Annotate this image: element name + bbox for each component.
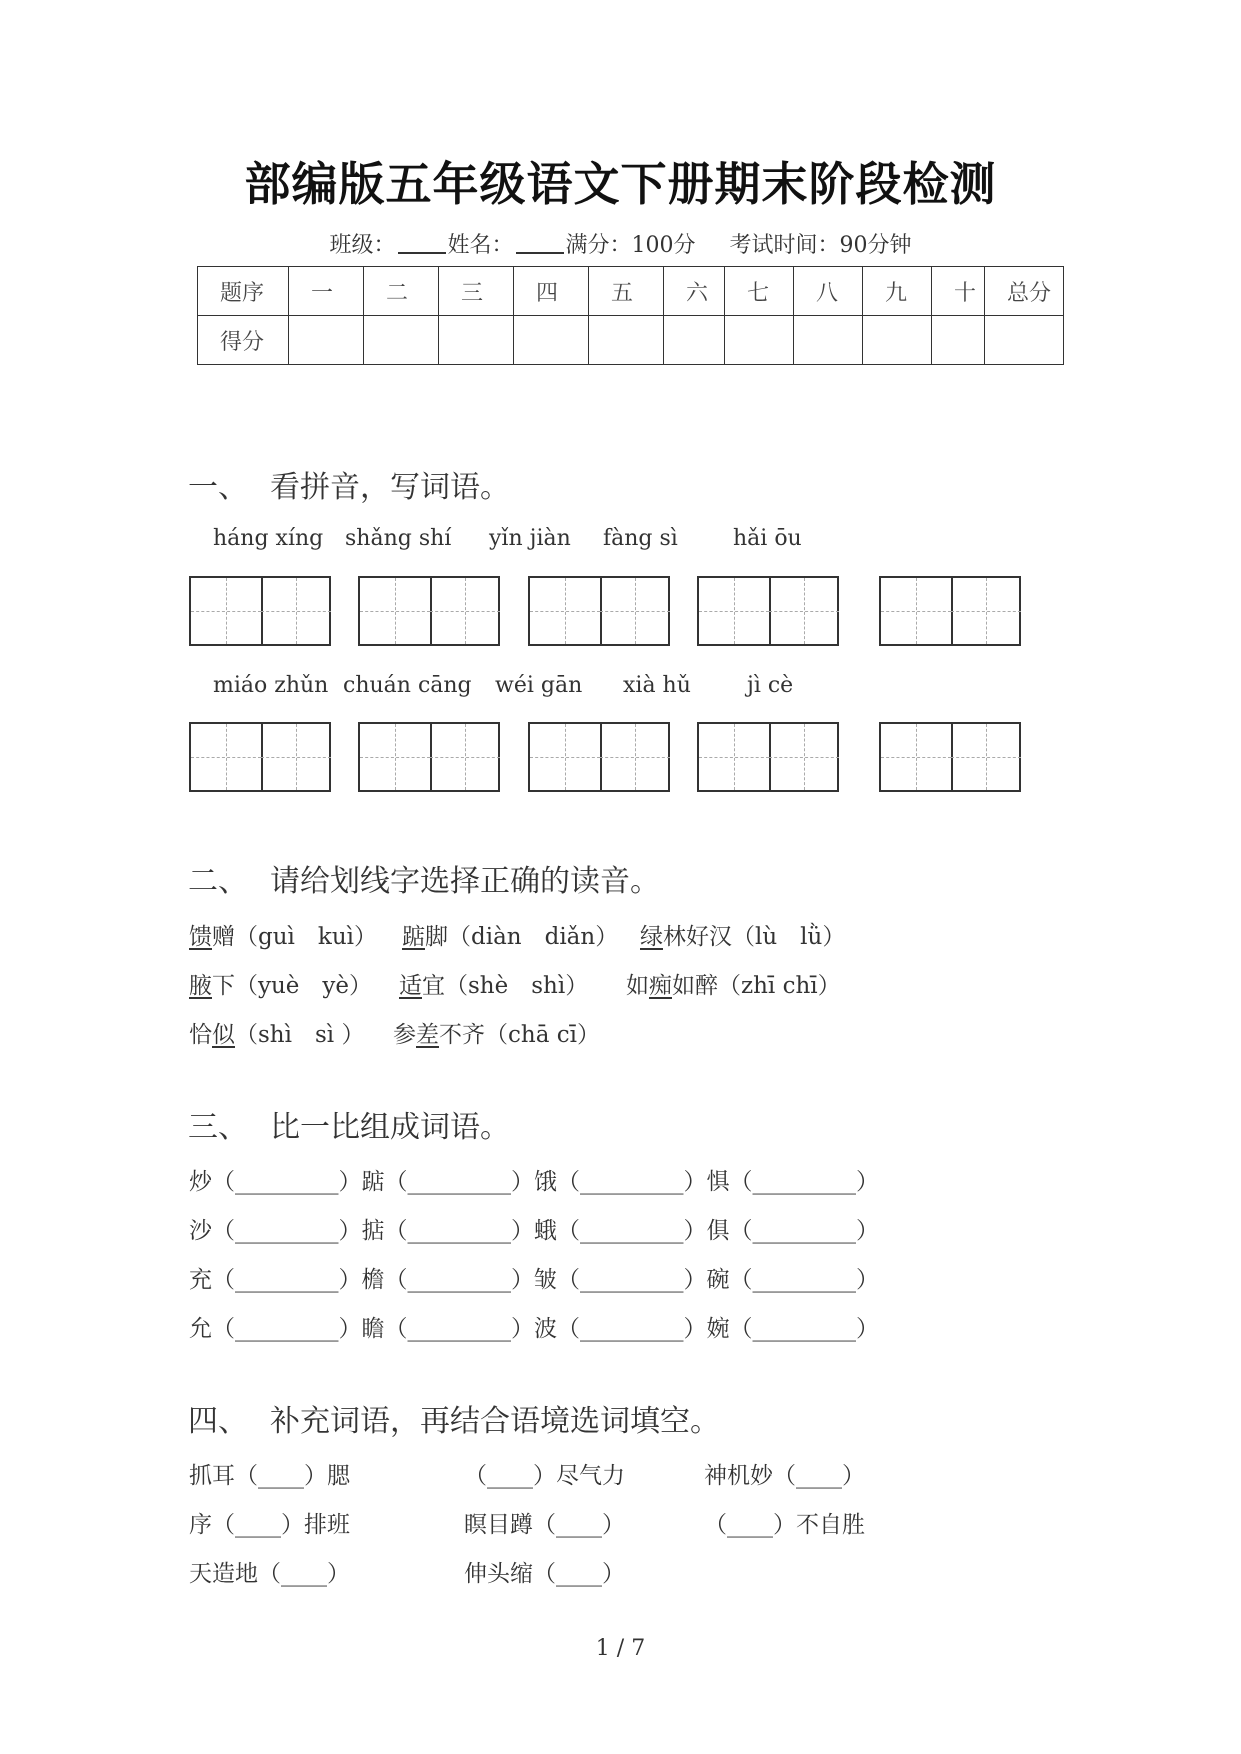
underlined-char: 馈	[189, 924, 212, 950]
writing-grid[interactable]	[189, 576, 331, 646]
class-blank[interactable]	[398, 232, 446, 254]
underlined-char: 踮	[402, 924, 425, 950]
reading-item: 绿林好汉（lù lǜ）	[640, 924, 846, 950]
reading-item: 适宜（shè shì）	[399, 973, 589, 999]
score-cell[interactable]	[794, 316, 863, 365]
reading-item: 馈赠（guì kuì）	[189, 924, 377, 950]
section-heading: 比一比组成词语。	[270, 1110, 510, 1145]
score-cell[interactable]	[863, 316, 932, 365]
pinyin: háng xíng	[213, 526, 324, 551]
score-table	[197, 266, 1064, 365]
section-2-title	[188, 856, 660, 900]
class-label: 班级：	[329, 233, 396, 258]
word-formation-row[interactable]: 充（_________）檐（_________）皱（_________）碗（_________）	[189, 1267, 879, 1293]
underlined-char: 痴	[649, 973, 672, 999]
idiom-item[interactable]: 序（____）排班	[189, 1512, 350, 1538]
writing-grid[interactable]	[697, 576, 839, 646]
exam-info	[0, 228, 1241, 259]
writing-grid[interactable]	[528, 722, 670, 792]
score-cell[interactable]	[932, 316, 985, 365]
writing-grid[interactable]	[358, 576, 500, 646]
score-cell[interactable]	[439, 316, 514, 365]
header-cell: 七	[725, 267, 794, 316]
writing-grid[interactable]	[189, 722, 331, 792]
underlined-char: 绿	[640, 924, 663, 950]
score-cell[interactable]	[289, 316, 364, 365]
writing-grid[interactable]	[879, 576, 1021, 646]
pinyin: jì cè	[747, 673, 794, 698]
word-formation-row[interactable]: 炒（_________）踮（_________）饿（_________）惧（_________）	[189, 1169, 879, 1195]
exam-time: 考试时间：90分钟	[729, 233, 912, 258]
header-cell: 十	[932, 267, 985, 316]
header-cell: 九	[863, 267, 932, 316]
idiom-item[interactable]: （____）不自胜	[704, 1512, 865, 1538]
name-blank[interactable]	[516, 232, 564, 254]
page-title: 部编版五年级语文下册期末阶段检测	[244, 157, 997, 211]
pinyin: chuán cāng	[343, 673, 472, 698]
section-3-title	[188, 1102, 510, 1146]
underlined-char: 差	[416, 1022, 439, 1048]
pinyin: fàng sì	[603, 526, 678, 551]
writing-grid[interactable]	[879, 722, 1021, 792]
section-heading: 请给划线字选择正确的读音。	[270, 864, 660, 899]
section-number: 一、	[188, 470, 248, 505]
idiom-item[interactable]: 伸头缩（____）	[464, 1561, 625, 1587]
underlined-char: 似	[212, 1022, 235, 1048]
score-table-row	[198, 316, 1064, 365]
section-heading: 看拼音，写词语。	[270, 470, 510, 505]
score-cell[interactable]	[664, 316, 725, 365]
pinyin: miáo zhǔn	[213, 673, 329, 698]
header-cell: 四	[514, 267, 589, 316]
underlined-char: 适	[399, 973, 422, 999]
header-cell: 一	[289, 267, 364, 316]
reading-item: 如痴如醉（zhī chī）	[626, 973, 841, 999]
reading-item: 踮脚（diàn diǎn）	[402, 924, 619, 950]
section-4-title	[188, 1396, 720, 1440]
word-formation-row[interactable]: 允（_________）瞻（_________）波（_________）婉（_________）	[189, 1316, 879, 1342]
underlined-char: 腋	[189, 973, 212, 999]
writing-grid[interactable]	[697, 722, 839, 792]
score-cell[interactable]	[985, 316, 1064, 365]
idiom-item[interactable]: 瞑目蹲（____）	[464, 1512, 625, 1538]
word-formation-row[interactable]: 沙（_________）掂（_________）蛾（_________）俱（_________）	[189, 1218, 879, 1244]
section-heading: 补充词语，再结合语境选词填空。	[270, 1404, 720, 1439]
idiom-item[interactable]: （____）尽气力	[464, 1463, 625, 1489]
idiom-item[interactable]: 抓耳（____）腮	[189, 1463, 350, 1489]
header-cell: 六	[664, 267, 725, 316]
section-number: 二、	[188, 864, 248, 899]
section-number: 四、	[188, 1404, 248, 1439]
writing-grid[interactable]	[358, 722, 500, 792]
page-number: 1 / 7	[595, 1636, 646, 1661]
header-cell: 总分	[985, 267, 1064, 316]
reading-item: 参差不齐（chā cī）	[393, 1022, 600, 1048]
header-cell: 八	[794, 267, 863, 316]
header-cell: 三	[439, 267, 514, 316]
row-label: 得分	[198, 316, 289, 365]
score-cell[interactable]	[364, 316, 439, 365]
pinyin: yǐn jiàn	[489, 526, 571, 551]
idiom-item[interactable]: 天造地（____）	[189, 1561, 350, 1587]
score-cell[interactable]	[589, 316, 664, 365]
full-score: 满分：100分	[565, 233, 696, 258]
header-cell: 二	[364, 267, 439, 316]
name-label: 姓名：	[447, 233, 514, 258]
header-cell: 五	[589, 267, 664, 316]
reading-item: 腋下（yuè yè）	[189, 973, 373, 999]
section-1-title	[188, 462, 510, 506]
writing-grid[interactable]	[528, 576, 670, 646]
reading-item: 恰似（shì sì ）	[189, 1022, 365, 1048]
score-cell[interactable]	[514, 316, 589, 365]
pinyin: hǎi ōu	[733, 526, 802, 551]
header-cell: 题序	[198, 267, 289, 316]
pinyin: shǎng shí	[345, 526, 452, 551]
section-number: 三、	[188, 1110, 248, 1145]
pinyin: wéi gān	[495, 673, 583, 698]
score-table-header	[198, 267, 1064, 316]
score-cell[interactable]	[725, 316, 794, 365]
pinyin: xià hǔ	[623, 673, 691, 698]
idiom-item[interactable]: 神机妙（____）	[704, 1463, 865, 1489]
